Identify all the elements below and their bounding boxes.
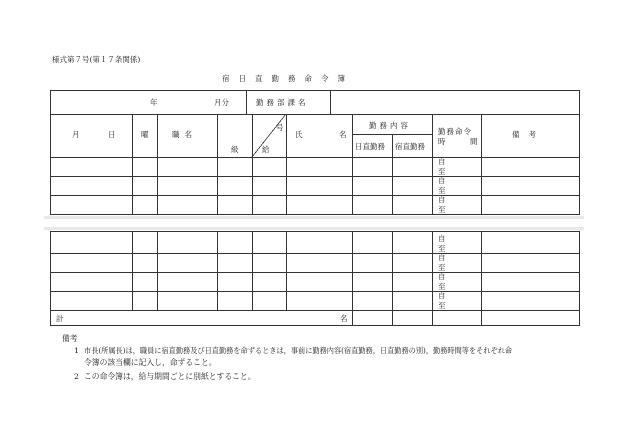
time-cell: 至 xyxy=(438,281,446,291)
year-label: 年 xyxy=(150,98,158,107)
col-grade-kyu2: 給 xyxy=(262,145,270,154)
col-name-b: 名 xyxy=(339,130,347,139)
time-cell: 自 xyxy=(438,253,446,262)
notes-heading: 備考 xyxy=(62,334,78,343)
col-weekday: 曜 xyxy=(141,130,149,139)
col-order-time-1: 勤務命令 xyxy=(438,127,472,136)
time-cell: 至 xyxy=(438,166,446,176)
col-order-time-2b: 間 xyxy=(470,137,478,146)
time-cell: 至 xyxy=(438,185,446,195)
time-cell: 至 xyxy=(438,204,446,214)
col-remarks: 備考 xyxy=(512,130,545,139)
total-name-suffix: 名 xyxy=(340,314,348,323)
col-night-duty: 宿直勤務 xyxy=(395,142,425,151)
note-1-line1: 市長(所属長)は，職員に宿直勤務及び日直勤務を命ずるときは，事前に勤務内容(宿直勤務，日直勤務の別)，勤務時間等をそれぞれ命 xyxy=(84,346,513,355)
month-part-label: 月分 xyxy=(214,98,229,107)
note-2-line1: この命令簿は，給与期間ごとに別紙とすること。 xyxy=(84,372,256,381)
page-title: 宿日直勤務命令簿 xyxy=(222,74,354,83)
time-cells-top xyxy=(438,157,446,214)
time-cell: 至 xyxy=(438,300,446,310)
col-order-time-2a: 時 xyxy=(438,137,446,146)
col-day-duty: 日直勤務 xyxy=(355,142,385,151)
col-grade-kyu: 級 xyxy=(231,145,239,154)
time-cell: 至 xyxy=(438,243,446,253)
col-day: 日 xyxy=(108,130,116,139)
time-cell: 自 xyxy=(438,234,446,243)
time-cells-bottom xyxy=(438,234,446,310)
col-work-content: 勤務内容 xyxy=(369,121,411,130)
time-cell: 自 xyxy=(438,272,446,281)
form-number: 様式第７号(第１７条関係) xyxy=(52,55,141,64)
time-cell: 至 xyxy=(438,262,446,272)
total-label: 計 xyxy=(56,314,64,323)
department-label: 勤務部課名 xyxy=(256,98,309,107)
note-2-num: 2 xyxy=(74,372,79,381)
note-1-num: 1 xyxy=(74,346,79,355)
time-cell: 自 xyxy=(438,176,446,185)
time-cell: 自 xyxy=(438,157,446,166)
time-cell: 自 xyxy=(438,195,446,204)
note-1-line2: 令簿の該当欄に記入し，命ずること。 xyxy=(84,358,217,367)
col-name-a: 氏 xyxy=(295,130,303,139)
col-grade-go: 号 xyxy=(276,123,284,132)
col-position: 職名 xyxy=(172,130,197,139)
col-month: 月 xyxy=(72,130,80,139)
time-cell: 自 xyxy=(438,291,446,300)
